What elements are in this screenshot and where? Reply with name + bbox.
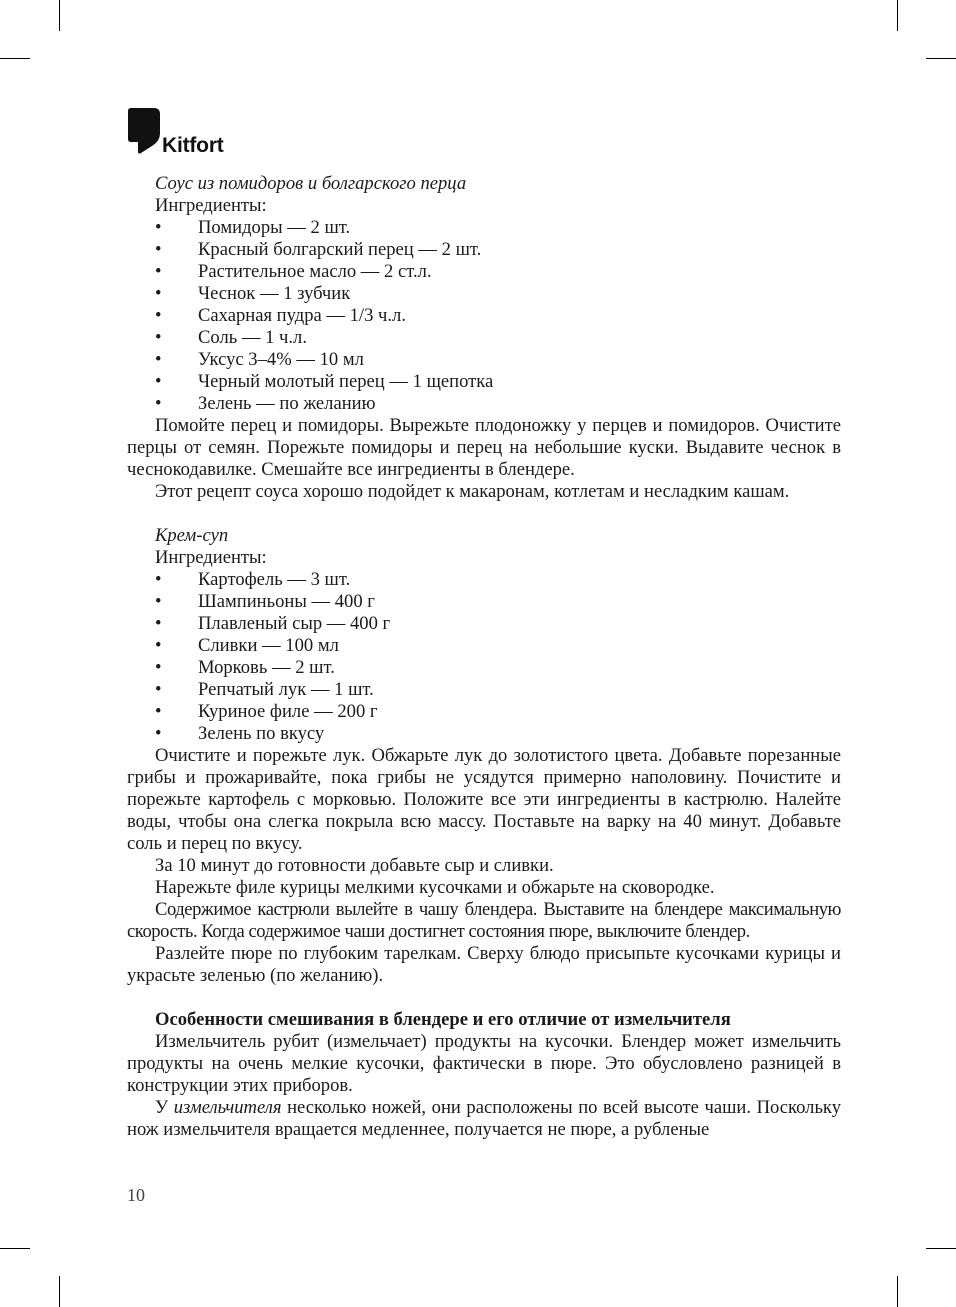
paragraph: Очистите и порежьте лук. Обжарьте лук до золотистого цвета. Добавьте порезанные грибы и прожаривайте, пока грибы не усядутся примерно наполовину. Почистите и порежьте картофель с морковью. Положите все эти ингредиенты в кастрюлю. Налейте воды, чтобы она слегка покрыла всю массу. Поставьте на варку на 40 минут. Добавьте соль и перец по вкусу. — [127, 745, 841, 854]
paragraph: За 10 минут до готовности добавьте сыр и сливки. — [155, 855, 554, 876]
list-item: • Сливки — 100 мл — [155, 635, 339, 656]
crop-mark — [59, 1276, 60, 1307]
list-item: • Морковь — 2 шт. — [155, 657, 335, 678]
list-item: • Уксус 3–4% — 10 мл — [155, 349, 364, 370]
crop-mark — [0, 58, 30, 59]
crop-mark — [926, 58, 956, 59]
list-item: • Шампиньоны — 400 г — [155, 591, 375, 612]
list-item: • Красный болгарский перец — 2 шт. — [155, 239, 482, 260]
list-item: • Растительное масло — 2 ст.л. — [155, 261, 432, 282]
kitfort-logo-icon — [126, 108, 160, 156]
page-number: 10 — [127, 1185, 145, 1205]
section-heading: Особенности смешивания в блендере и его отличие от измельчителя — [155, 1009, 731, 1030]
list-item: • Картофель — 3 шт. — [155, 569, 351, 590]
paragraph: Нарежьте филе курицы мелкими кусочками и обжарьте на сковородке. — [155, 877, 715, 898]
page-content — [127, 173, 841, 1141]
crop-mark — [59, 0, 60, 31]
paragraph: Этот рецепт соуса хорошо подойдет к макаронам, котлетам и несладким кашам. — [155, 481, 790, 502]
emphasis-text: измельчителя — [173, 1097, 282, 1118]
paragraph: У измельчителя несколько ножей, они расположены по всей высоте чаши. Поскольку нож измельчителя вращается медленнее, получается не пюре, а рубленые — [127, 1097, 841, 1140]
paragraph: Измельчитель рубит (измельчает) продукты на кусочки. Блендер может измельчить продукты на очень мелкие кусочки, фактически в пюре. Это обусловлено разницей в конструкции этих приборов. — [127, 1031, 841, 1096]
list-item: • Плавленый сыр — 400 г — [155, 613, 391, 634]
crop-mark — [0, 1248, 30, 1249]
ingredients-label: Ингредиенты: — [155, 195, 267, 216]
list-item: • Зелень по вкусу — [155, 723, 325, 744]
crop-mark — [897, 0, 898, 31]
list-item: • Зелень — по желанию — [155, 393, 376, 414]
list-item: • Соль — 1 ч.л. — [155, 327, 307, 348]
list-item: • Чеснок — 1 зубчик — [155, 283, 351, 304]
list-item: • Сахарная пудра — 1/3 ч.л. — [155, 305, 406, 326]
paragraph: Содержимое кастрюли вылейте в чашу блендера. Выставите на блендере максимальную скорость. Когда содержимое чаши достигнет состояния пюре, выключите блендер. — [127, 899, 841, 942]
recipe-title: Соус из помидоров и болгарского перца — [155, 173, 467, 194]
ingredient-list — [127, 217, 841, 415]
brand-logo — [126, 108, 224, 156]
list-item: • Помидоры — 2 шт. — [155, 217, 351, 238]
crop-mark — [926, 1248, 956, 1249]
crop-mark — [897, 1276, 898, 1307]
recipe-title: Крем-суп — [155, 525, 229, 546]
list-item: • Черный молотый перец — 1 щепотка — [155, 371, 494, 392]
paragraph: Помойте перец и помидоры. Вырежьте плодоножку у перцев и помидоров. Очистите перцы от семян. Порежьте помидоры и перец на небольшие куски. Выдавите чеснок в чеснокодавилке. Смешайте все ингредиенты в блендере. — [127, 415, 841, 480]
ingredients-label: Ингредиенты: — [155, 547, 267, 568]
list-item: • Репчатый лук — 1 шт. — [155, 679, 374, 700]
brand-name: Kitfort — [162, 134, 224, 157]
ingredient-list — [127, 569, 841, 745]
list-item: • Куриное филе — 200 г — [155, 701, 378, 722]
paragraph: Разлейте пюре по глубоким тарелкам. Сверху блюдо присыпьте кусочками курицы и украсьте зеленью (по желанию). — [127, 943, 841, 986]
